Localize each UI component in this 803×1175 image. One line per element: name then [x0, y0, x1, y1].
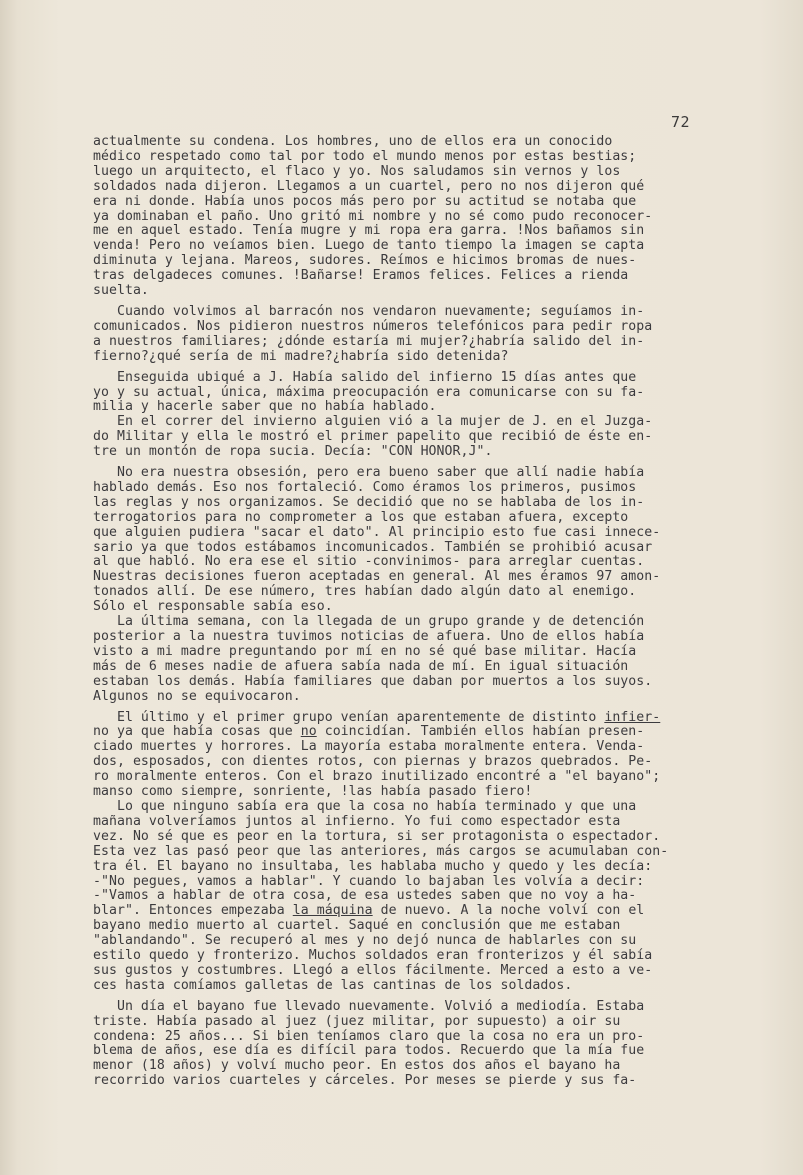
text-line: fierno?¿qué sería de mi madre?¿habría sido detenida?: [93, 348, 509, 364]
text-line: actualmente su condena. Los hombres, uno de ellos era un conocido: [93, 134, 613, 149]
text-line: mañana volveríamos juntos al infierno. Yo fui como espectador esta: [93, 813, 621, 829]
text-line: diminuta y lejana. Mareos, sudores. Reímos e hicimos bromas de nues-: [93, 253, 637, 269]
text-line: El último y el primer grupo venían aparentemente de distinto infier-: [93, 709, 661, 725]
page-number: 72: [671, 113, 691, 131]
text-line: que alguien pudiera "sacar el dato". Al principio esto fue casi innece-: [93, 524, 661, 540]
text-line: al que habló. No era ese el sitio -convinimos- para arreglar cuentas.: [93, 554, 645, 570]
text-line: más de 6 meses nadie de afuera sabía nada de mí. En igual situación: [93, 658, 629, 674]
text-line: estaban los demás. Había familiares que daban por muertos a los suyos.: [93, 673, 653, 689]
text-line: blema de años, ese día es difícil para todos. Recuerdo que la mía fue: [93, 1043, 645, 1059]
text-line: blar". Entonces empezaba la máquina de nuevo. A la noche volví con el: [93, 903, 645, 919]
text-line: Nuestras decisiones fueron aceptadas en general. Al mes éramos 97 amon-: [93, 569, 661, 585]
text-line: vez. No sé que es peor en la tortura, si ser protagonista o espectador.: [93, 828, 661, 844]
text-line: era ni donde. Había unos pocos más pero por su actitud se notaba que: [93, 193, 637, 209]
text-line: No era nuestra obsesión, pero era bueno saber que allí nadie había: [93, 465, 645, 481]
text-line: soldados nada dijeron. Llegamos a un cuartel, pero no nos dijeron qué: [93, 178, 645, 194]
text-line: dos, esposados, con dientes rotos, con piernas y brazos quebrados. Pe-: [93, 754, 653, 770]
text-line: sus gustos y costumbres. Llegó a ellos fácilmente. Merced a esto a ve-: [93, 962, 653, 978]
text-line: tra él. El bayano no insultaba, les hablaba mucho y quedo y les decía:: [93, 858, 653, 874]
text-line: estilo quedo y fronterizo. Muchos soldados eran fronterizos y él sabía: [93, 948, 653, 964]
text-line: Un día el bayano fue llevado nuevamente. Volvió a mediodía. Estaba: [93, 998, 645, 1014]
text-line: las reglas y nos organizamos. Se decidió que no se hablaba de los in-: [93, 494, 645, 510]
text-line: Lo que ninguno sabía era que la cosa no había terminado y que una: [93, 798, 637, 814]
text-line: La última semana, con la llegada de un grupo grande y de detención: [93, 614, 645, 630]
text-line: posterior a la nuestra tuvimos noticias de afuera. Uno de ellos había: [93, 629, 645, 644]
text-line: -"No pegues, vamos a hablar". Y cuando lo bajaban les volvía a decir:: [93, 873, 645, 889]
paragraph: [93, 711, 713, 994]
text-line: triste. Había pasado al juez (juez militar, por supuesto) a oir su: [93, 1013, 621, 1029]
text-line: hablado demás. Eso nos fortaleció. Como éramos los primeros, pusimos: [93, 479, 637, 495]
text-line: suelta.: [93, 283, 149, 299]
text-line: bayano medio muerto al cuartel. Saqué en conclusión que me estaban: [93, 918, 621, 934]
text-line: -"Vamos a hablar de otra cosa, de esa ustedes saben que no voy a ha-: [93, 888, 637, 904]
text-line: condena: 25 años... Si bien teníamos claro que la cosa no era un pro-: [93, 1028, 645, 1044]
text-line: no ya que había cosas que no coincidían. También ellos habían presen-: [93, 724, 645, 740]
text-line: ro moralmente enteros. Con el brazo inutilizado encontré a "el bayano";: [93, 769, 661, 785]
text-line: a nuestros familiares; ¿dónde estaría mi mujer?¿habría salido del in-: [93, 333, 645, 349]
text-line: yo y su actual, única, máxima preocupación era comunicarse con su fa-: [93, 384, 645, 400]
text-line: menor (18 años) y volví mucho peor. En estos dos años el bayano ha: [93, 1058, 621, 1074]
paragraph: [93, 305, 713, 365]
paragraph: [93, 371, 713, 460]
text-line: tras delgadeces comunes. !Bañarse! Eramos felices. Felices a rienda: [93, 268, 629, 284]
text-line: manso como siempre, sonriente, !las había pasado fiero!: [93, 784, 533, 800]
text-line: Sólo el responsable sabía eso.: [93, 599, 333, 615]
text-line: milia y hacerle saber que no había hablado.: [93, 399, 437, 415]
text-line: médico respetado como tal por todo el mundo menos por estas bestias;: [93, 148, 637, 164]
text-line: Esta vez las pasó peor que las anteriores, más cargos se acumulaban con-: [93, 843, 669, 859]
body-text: [93, 135, 713, 1095]
text-line: Algunos no se equivocaron.: [93, 688, 301, 704]
text-line: me en aquel estado. Tenía mugre y mi ropa era garra. !Nos bañamos sin: [93, 223, 645, 239]
text-line: tonados allí. De ese número, tres habían dado algún dato al enemigo.: [93, 584, 637, 600]
paragraph: [93, 1000, 713, 1089]
text-line: ces hasta comíamos galletas de las cantinas de los soldados.: [93, 977, 573, 993]
text-line: sario ya que todos estábamos incomunicados. También se prohibió acusar: [93, 539, 653, 555]
text-line: recorrido varios cuarteles y cárceles. Por meses se pierde y sus fa-: [93, 1073, 637, 1089]
text-line: do Militar y ella le mostró el primer papelito que recibió de éste en-: [93, 429, 653, 445]
paragraph: [93, 466, 713, 705]
text-line: Cuando volvimos al barracón nos vendaron nuevamente; seguíamos in-: [93, 303, 645, 319]
text-line: luego un arquitecto, el flaco y yo. Nos saludamos sin vernos y los: [93, 163, 621, 179]
text-line: terrogatorios para no comprometer a los que estaban afuera, excepto: [93, 509, 629, 525]
text-line: "ablandando". Se recuperó al mes y no dejó nunca de hablarles con su: [93, 933, 637, 949]
text-line: ciado muertes y horrores. La mayoría estaba moralmente entera. Venda-: [93, 739, 645, 755]
text-line: ya dominaban el paño. Uno gritó mi nombre y no sé como pudo reconocer-: [93, 208, 653, 224]
text-line: venda! Pero no veíamos bien. Luego de tanto tiempo la imagen se capta: [93, 238, 645, 254]
text-line: comunicados. Nos pidieron nuestros números telefónicos para pedir ropa: [93, 318, 653, 334]
text-line: tre un montón de ropa sucia. Decía: "CON HONOR,J".: [93, 444, 493, 460]
text-line: Enseguida ubiqué a J. Había salido del infierno 15 días antes que: [93, 369, 637, 385]
text-line: En el correr del invierno alguien vió a la mujer de J. en el Juzga-: [93, 414, 653, 430]
text-line: visto a mi madre preguntando por mí en no sé qué base militar. Hacía: [93, 643, 637, 659]
paragraph: [93, 135, 713, 299]
